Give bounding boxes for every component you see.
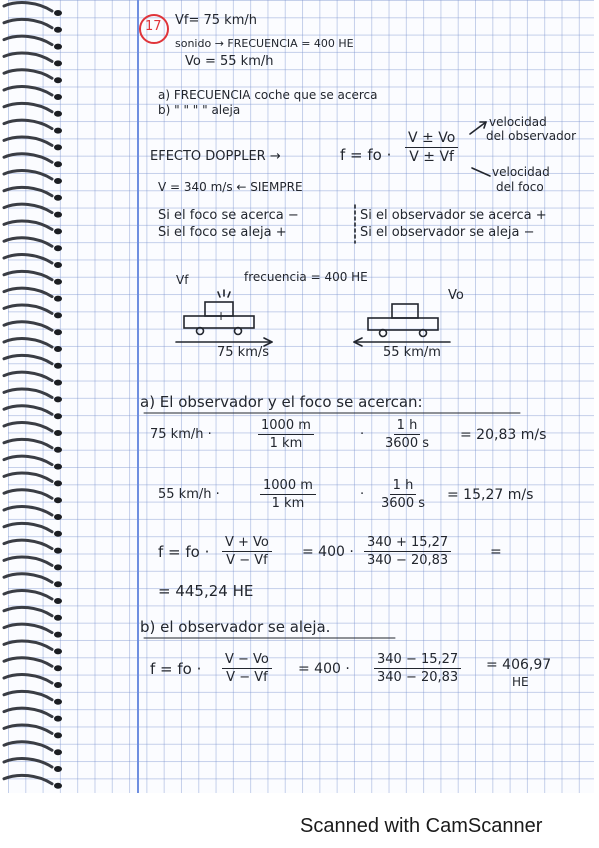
arrow-to-source-note [472, 168, 490, 176]
conv1-f2-num: 1 h [394, 418, 421, 435]
calc-b-f1-num: V − Vo [222, 652, 272, 669]
conv1-f1-num: 1000 m [258, 418, 314, 435]
doppler-label: EFECTO DOPPLER → [150, 149, 281, 164]
calc-b-f2-num: 340 − 15,27 [374, 652, 461, 669]
source-car [184, 290, 254, 335]
diagram-vf-label: Vf [176, 273, 189, 287]
calc-a-lhs: f = fo · [158, 543, 210, 561]
doppler-numerator: V ± Vo [405, 130, 458, 148]
conv1-lhs: 75 km/h · [150, 427, 212, 442]
scanner-watermark: Scanned with CamScanner [300, 815, 543, 837]
diagram-left-speed: 75 km/s [217, 345, 270, 360]
given-frequency: sonido → FRECUENCIA = 400 HE [175, 37, 354, 50]
conv2-result: = 15,27 m/s [447, 487, 534, 503]
conv2-f2-num: 1 h [390, 478, 417, 495]
part-b-result: = 406,97 [486, 657, 552, 673]
part-b-result-unit: HE [512, 675, 529, 689]
note-observer-velocity-2: del observador [486, 129, 577, 143]
calc-a-f1-num: V + Vo [222, 535, 272, 552]
note-source-velocity-2: del foco [496, 180, 544, 194]
rule-observer-recede: Si el observador se aleja − [360, 225, 535, 240]
part-b-heading: b) el observador se aleja. [140, 618, 331, 636]
question-a: a) FRECUENCIA coche que se acerca [158, 88, 378, 102]
speed-of-sound: V = 340 m/s ← SIEMPRE [158, 180, 303, 194]
rule-observer-approach: Si el observador se acerca + [360, 208, 547, 223]
calc-a-f2-num: 340 + 15,27 [364, 535, 451, 552]
given-vf: Vf= 75 km/h [175, 13, 257, 28]
conv2-f1-num: 1000 m [260, 478, 316, 495]
conv2-f1-den: 1 km [271, 496, 305, 511]
conv1-f2-den: 3600 s [385, 436, 429, 451]
calc-b-f1-den: V − Vf [226, 670, 268, 685]
part-a-heading: a) El observador y el foco se acercan: [140, 393, 423, 411]
given-vo: Vo = 55 km/h [185, 54, 274, 69]
part-a-result: = 445,24 HE [158, 582, 254, 600]
diagram-frequency-label: frecuencia = 400 HE [244, 270, 368, 284]
doppler-formula-lhs: f = fo · [340, 146, 392, 164]
calc-b-lhs: f = fo · [150, 660, 202, 678]
rule-source-approach: Si el foco se acerca − [158, 208, 299, 223]
note-source-velocity-1: velocidad [492, 165, 550, 179]
doppler-denominator: V ± Vf [409, 149, 454, 165]
question-b: b) " " " " aleja [158, 103, 241, 117]
rule-source-recede: Si el foco se aleja + [158, 225, 287, 240]
conv1-f1-den: 1 km [269, 436, 303, 451]
conv1-dot: · [360, 427, 365, 442]
calc-b-f2-den: 340 − 20,83 [377, 670, 459, 685]
calc-a-f2-den: 340 − 20,83 [367, 553, 449, 568]
calc-b-mid: = 400 · [298, 661, 350, 677]
conv2-lhs: 55 km/h · [158, 487, 220, 502]
diagram-vo-label: Vo [448, 288, 464, 303]
diagram-plus-sign: + [216, 309, 227, 323]
calc-a-equals: = [490, 544, 502, 560]
calc-a-f1-den: V − Vf [226, 553, 268, 568]
calc-a-mid: = 400 · [302, 544, 354, 560]
conv2-dot: · [360, 487, 365, 502]
diagram-right-speed: 55 km/m [383, 345, 441, 360]
problem-number: 17 [145, 19, 162, 34]
note-observer-velocity-1: velocidad [489, 115, 547, 129]
conv1-result: = 20,83 m/s [460, 427, 547, 443]
observer-car [368, 304, 438, 337]
conv2-f2-den: 3600 s [381, 496, 425, 511]
